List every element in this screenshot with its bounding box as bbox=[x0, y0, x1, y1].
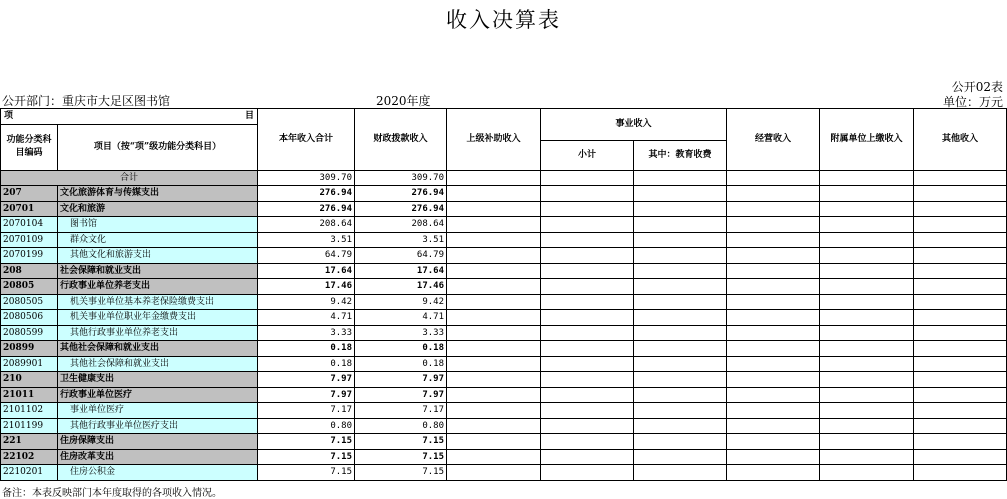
row-education bbox=[634, 341, 727, 357]
row-fiscal: 7.15 bbox=[355, 449, 447, 465]
row-name bbox=[58, 341, 258, 357]
row-superior bbox=[447, 201, 541, 217]
row-subtotal bbox=[541, 434, 634, 450]
row-name-text: 图书馆 bbox=[70, 219, 98, 230]
row-name bbox=[58, 248, 258, 264]
total-fiscal: 309.70 bbox=[355, 170, 447, 186]
table-row bbox=[1, 434, 1007, 450]
header-fiscal: 财政拨款收入 bbox=[355, 109, 447, 171]
row-subtotal bbox=[541, 387, 634, 403]
row-fiscal: 17.64 bbox=[355, 263, 447, 279]
row-name bbox=[58, 294, 258, 310]
row-operating bbox=[727, 263, 820, 279]
row-name bbox=[58, 403, 258, 419]
income-table bbox=[0, 108, 1007, 481]
row-code: 21011 bbox=[1, 387, 58, 403]
row-name bbox=[58, 279, 258, 295]
row-total: 7.15 bbox=[258, 465, 355, 481]
row-superior bbox=[447, 325, 541, 341]
row-education bbox=[634, 186, 727, 202]
row-education bbox=[634, 356, 727, 372]
row-operating bbox=[727, 310, 820, 326]
row-operating bbox=[727, 449, 820, 465]
unit-label: 单位：万元 bbox=[942, 95, 1003, 109]
total-operating bbox=[727, 170, 820, 186]
row-education bbox=[634, 387, 727, 403]
total-superior bbox=[447, 170, 541, 186]
total-education bbox=[634, 170, 727, 186]
row-operating bbox=[727, 403, 820, 419]
row-operating bbox=[727, 356, 820, 372]
row-name-text: 住房保障支出 bbox=[60, 436, 115, 447]
row-other bbox=[914, 294, 1007, 310]
row-code: 2101199 bbox=[1, 418, 58, 434]
header-operating: 经营收入 bbox=[727, 109, 820, 171]
header-code-text: 功能分类科目编码 bbox=[6, 135, 52, 158]
header-superior: 上级补助收入 bbox=[447, 109, 541, 171]
row-name bbox=[58, 201, 258, 217]
row-code: 208 bbox=[1, 263, 58, 279]
row-operating bbox=[727, 294, 820, 310]
row-superior bbox=[447, 186, 541, 202]
row-name-text: 其他行政事业单位医疗支出 bbox=[70, 420, 179, 431]
page-title: 收入决算表 bbox=[446, 8, 561, 32]
row-subtotal bbox=[541, 341, 634, 357]
row-affiliate bbox=[820, 356, 914, 372]
row-code: 2080505 bbox=[1, 294, 58, 310]
row-total: 0.18 bbox=[258, 341, 355, 357]
total-total: 309.70 bbox=[258, 170, 355, 186]
row-code: 2080506 bbox=[1, 310, 58, 326]
row-total: 208.64 bbox=[258, 217, 355, 233]
row-name-text: 机关事业单位职业年金缴费支出 bbox=[70, 312, 197, 323]
row-affiliate bbox=[820, 248, 914, 264]
row-affiliate bbox=[820, 403, 914, 419]
row-affiliate bbox=[820, 232, 914, 248]
row-total: 276.94 bbox=[258, 201, 355, 217]
row-operating bbox=[727, 434, 820, 450]
row-superior bbox=[447, 449, 541, 465]
row-fiscal: 9.42 bbox=[355, 294, 447, 310]
row-education bbox=[634, 201, 727, 217]
row-fiscal: 7.17 bbox=[355, 403, 447, 419]
row-fiscal: 0.18 bbox=[355, 341, 447, 357]
row-fiscal: 3.51 bbox=[355, 232, 447, 248]
row-total: 9.42 bbox=[258, 294, 355, 310]
row-education bbox=[634, 232, 727, 248]
row-subtotal bbox=[541, 465, 634, 481]
row-other bbox=[914, 263, 1007, 279]
row-name bbox=[58, 387, 258, 403]
row-name bbox=[58, 418, 258, 434]
row-operating bbox=[727, 465, 820, 481]
table-row bbox=[1, 294, 1007, 310]
row-fiscal: 7.15 bbox=[355, 465, 447, 481]
row-name-text: 其他社会保障和就业支出 bbox=[70, 358, 170, 369]
header-subtotal: 小计 bbox=[541, 140, 634, 170]
row-code: 20899 bbox=[1, 341, 58, 357]
row-other bbox=[914, 418, 1007, 434]
header-code bbox=[1, 124, 58, 170]
row-name-text: 卫生健康支出 bbox=[60, 374, 115, 385]
row-other bbox=[914, 341, 1007, 357]
row-operating bbox=[727, 372, 820, 388]
row-name bbox=[58, 232, 258, 248]
row-subtotal bbox=[541, 372, 634, 388]
row-affiliate bbox=[820, 434, 914, 450]
row-fiscal: 7.97 bbox=[355, 372, 447, 388]
row-other bbox=[914, 465, 1007, 481]
row-superior bbox=[447, 372, 541, 388]
row-code: 20701 bbox=[1, 201, 58, 217]
row-education bbox=[634, 418, 727, 434]
table-row bbox=[1, 372, 1007, 388]
row-other bbox=[914, 248, 1007, 264]
table-row bbox=[1, 279, 1007, 295]
row-total: 64.79 bbox=[258, 248, 355, 264]
row-education bbox=[634, 434, 727, 450]
row-subtotal bbox=[541, 186, 634, 202]
row-code: 207 bbox=[1, 186, 58, 202]
row-code: 2070104 bbox=[1, 217, 58, 233]
row-fiscal: 276.94 bbox=[355, 186, 447, 202]
row-code: 2101102 bbox=[1, 403, 58, 419]
header-affiliate: 附属单位上缴收入 bbox=[820, 109, 914, 171]
row-education bbox=[634, 263, 727, 279]
table-row bbox=[1, 325, 1007, 341]
row-superior bbox=[447, 434, 541, 450]
row-other bbox=[914, 372, 1007, 388]
department-label: 公开部门：重庆市大足区图书馆 bbox=[2, 94, 171, 108]
row-affiliate bbox=[820, 341, 914, 357]
header-name: 项目（按“项”级功能分类科目） bbox=[58, 124, 258, 170]
row-affiliate bbox=[820, 294, 914, 310]
row-other bbox=[914, 434, 1007, 450]
total-label: 合计 bbox=[1, 170, 258, 186]
row-code: 2080599 bbox=[1, 325, 58, 341]
row-operating bbox=[727, 418, 820, 434]
row-other bbox=[914, 356, 1007, 372]
row-total: 7.97 bbox=[258, 387, 355, 403]
row-fiscal: 0.80 bbox=[355, 418, 447, 434]
row-name bbox=[58, 186, 258, 202]
row-superior bbox=[447, 356, 541, 372]
row-code: 2089901 bbox=[1, 356, 58, 372]
row-code: 22102 bbox=[1, 449, 58, 465]
row-subtotal bbox=[541, 449, 634, 465]
header-total: 本年收入合计 bbox=[258, 109, 355, 171]
row-name-text: 住房改革支出 bbox=[60, 451, 115, 462]
row-subtotal bbox=[541, 201, 634, 217]
row-fiscal: 208.64 bbox=[355, 217, 447, 233]
row-other bbox=[914, 325, 1007, 341]
row-total: 7.97 bbox=[258, 372, 355, 388]
row-affiliate bbox=[820, 186, 914, 202]
row-subtotal bbox=[541, 310, 634, 326]
row-name-text: 群众文化 bbox=[70, 234, 107, 245]
table-row bbox=[1, 310, 1007, 326]
row-code: 2210201 bbox=[1, 465, 58, 481]
row-name bbox=[58, 449, 258, 465]
row-name bbox=[58, 356, 258, 372]
row-fiscal: 64.79 bbox=[355, 248, 447, 264]
row-superior bbox=[447, 465, 541, 481]
table-row bbox=[1, 217, 1007, 233]
row-affiliate bbox=[820, 310, 914, 326]
row-superior bbox=[447, 341, 541, 357]
row-total: 17.46 bbox=[258, 279, 355, 295]
row-subtotal bbox=[541, 418, 634, 434]
row-affiliate bbox=[820, 279, 914, 295]
item-header-mu: 目 bbox=[244, 111, 254, 122]
row-other bbox=[914, 449, 1007, 465]
header-other: 其他收入 bbox=[914, 109, 1007, 171]
row-superior bbox=[447, 387, 541, 403]
row-other bbox=[914, 217, 1007, 233]
row-education bbox=[634, 465, 727, 481]
total-other bbox=[914, 170, 1007, 186]
row-education bbox=[634, 294, 727, 310]
row-name-text: 其他文化和旅游支出 bbox=[70, 250, 152, 261]
row-fiscal: 4.71 bbox=[355, 310, 447, 326]
table-row bbox=[1, 465, 1007, 481]
row-name bbox=[58, 372, 258, 388]
table-row bbox=[1, 356, 1007, 372]
row-subtotal bbox=[541, 279, 634, 295]
row-name-text: 社会保障和就业支出 bbox=[60, 265, 142, 276]
row-other bbox=[914, 279, 1007, 295]
row-name-text: 事业单位医疗 bbox=[70, 405, 125, 416]
row-total: 0.80 bbox=[258, 418, 355, 434]
row-name-text: 住房公积金 bbox=[70, 467, 116, 478]
row-affiliate bbox=[820, 449, 914, 465]
row-fiscal: 0.18 bbox=[355, 356, 447, 372]
year-label: 2020年度 bbox=[376, 94, 431, 108]
row-name-text: 文化和旅游 bbox=[60, 203, 106, 214]
row-subtotal bbox=[541, 356, 634, 372]
row-operating bbox=[727, 387, 820, 403]
row-subtotal bbox=[541, 248, 634, 264]
row-superior bbox=[447, 279, 541, 295]
row-education bbox=[634, 217, 727, 233]
table-row bbox=[1, 186, 1007, 202]
item-header bbox=[1, 109, 258, 125]
row-education bbox=[634, 325, 727, 341]
row-name-text: 文化旅游体育与传媒支出 bbox=[60, 188, 160, 199]
table-row bbox=[1, 341, 1007, 357]
row-name bbox=[58, 217, 258, 233]
row-name bbox=[58, 465, 258, 481]
row-superior bbox=[447, 248, 541, 264]
row-operating bbox=[727, 186, 820, 202]
row-total: 17.64 bbox=[258, 263, 355, 279]
row-superior bbox=[447, 403, 541, 419]
row-operating bbox=[727, 341, 820, 357]
row-superior bbox=[447, 310, 541, 326]
row-name-text: 其他行政事业单位养老支出 bbox=[70, 327, 179, 338]
row-total: 3.33 bbox=[258, 325, 355, 341]
footnote: 备注：本表反映部门本年度取得的各项收入情况。 bbox=[2, 488, 222, 499]
table-row bbox=[1, 248, 1007, 264]
row-other bbox=[914, 232, 1007, 248]
row-total: 0.18 bbox=[258, 356, 355, 372]
row-other bbox=[914, 186, 1007, 202]
row-total: 276.94 bbox=[258, 186, 355, 202]
row-name bbox=[58, 263, 258, 279]
row-operating bbox=[727, 248, 820, 264]
table-row bbox=[1, 232, 1007, 248]
header-business: 事业收入 bbox=[541, 109, 727, 141]
total-subtotal bbox=[541, 170, 634, 186]
row-education bbox=[634, 310, 727, 326]
row-name-text: 机关事业单位基本养老保险缴费支出 bbox=[70, 296, 215, 307]
row-subtotal bbox=[541, 325, 634, 341]
row-education bbox=[634, 403, 727, 419]
table-row bbox=[1, 403, 1007, 419]
row-total: 7.17 bbox=[258, 403, 355, 419]
row-name bbox=[58, 434, 258, 450]
row-name bbox=[58, 310, 258, 326]
row-total: 4.71 bbox=[258, 310, 355, 326]
row-code: 2070109 bbox=[1, 232, 58, 248]
row-name bbox=[58, 325, 258, 341]
row-fiscal: 7.15 bbox=[355, 434, 447, 450]
row-fiscal: 3.33 bbox=[355, 325, 447, 341]
table-row bbox=[1, 263, 1007, 279]
row-education bbox=[634, 248, 727, 264]
row-affiliate bbox=[820, 263, 914, 279]
row-subtotal bbox=[541, 232, 634, 248]
row-operating bbox=[727, 232, 820, 248]
header-education: 其中：教育收费 bbox=[634, 140, 727, 170]
row-other bbox=[914, 201, 1007, 217]
total-row bbox=[1, 170, 1007, 186]
row-other bbox=[914, 403, 1007, 419]
row-fiscal: 17.46 bbox=[355, 279, 447, 295]
row-total: 7.15 bbox=[258, 449, 355, 465]
table-row bbox=[1, 201, 1007, 217]
row-total: 3.51 bbox=[258, 232, 355, 248]
row-superior bbox=[447, 217, 541, 233]
row-other bbox=[914, 387, 1007, 403]
row-affiliate bbox=[820, 387, 914, 403]
row-operating bbox=[727, 201, 820, 217]
row-operating bbox=[727, 325, 820, 341]
row-name-text: 其他社会保障和就业支出 bbox=[60, 343, 160, 354]
row-affiliate bbox=[820, 325, 914, 341]
item-header-xiang: 项 bbox=[4, 111, 14, 122]
row-affiliate bbox=[820, 372, 914, 388]
row-fiscal: 276.94 bbox=[355, 201, 447, 217]
row-affiliate bbox=[820, 201, 914, 217]
row-education bbox=[634, 449, 727, 465]
row-affiliate bbox=[820, 217, 914, 233]
row-name-text: 行政事业单位养老支出 bbox=[60, 281, 151, 292]
table-row bbox=[1, 449, 1007, 465]
table-row bbox=[1, 418, 1007, 434]
row-education bbox=[634, 372, 727, 388]
row-subtotal bbox=[541, 263, 634, 279]
row-superior bbox=[447, 232, 541, 248]
row-operating bbox=[727, 217, 820, 233]
row-superior bbox=[447, 418, 541, 434]
row-affiliate bbox=[820, 465, 914, 481]
total-affiliate bbox=[820, 170, 914, 186]
row-fiscal: 7.97 bbox=[355, 387, 447, 403]
row-subtotal bbox=[541, 217, 634, 233]
row-subtotal bbox=[541, 403, 634, 419]
row-education bbox=[634, 279, 727, 295]
row-code: 210 bbox=[1, 372, 58, 388]
row-affiliate bbox=[820, 418, 914, 434]
row-subtotal bbox=[541, 294, 634, 310]
form-code: 公开02表 bbox=[951, 80, 1003, 94]
row-code: 221 bbox=[1, 434, 58, 450]
row-total: 7.15 bbox=[258, 434, 355, 450]
row-code: 2070199 bbox=[1, 248, 58, 264]
table-row bbox=[1, 387, 1007, 403]
row-code: 20805 bbox=[1, 279, 58, 295]
row-superior bbox=[447, 263, 541, 279]
row-other bbox=[914, 310, 1007, 326]
row-superior bbox=[447, 294, 541, 310]
row-operating bbox=[727, 279, 820, 295]
row-name-text: 行政事业单位医疗 bbox=[60, 389, 133, 400]
